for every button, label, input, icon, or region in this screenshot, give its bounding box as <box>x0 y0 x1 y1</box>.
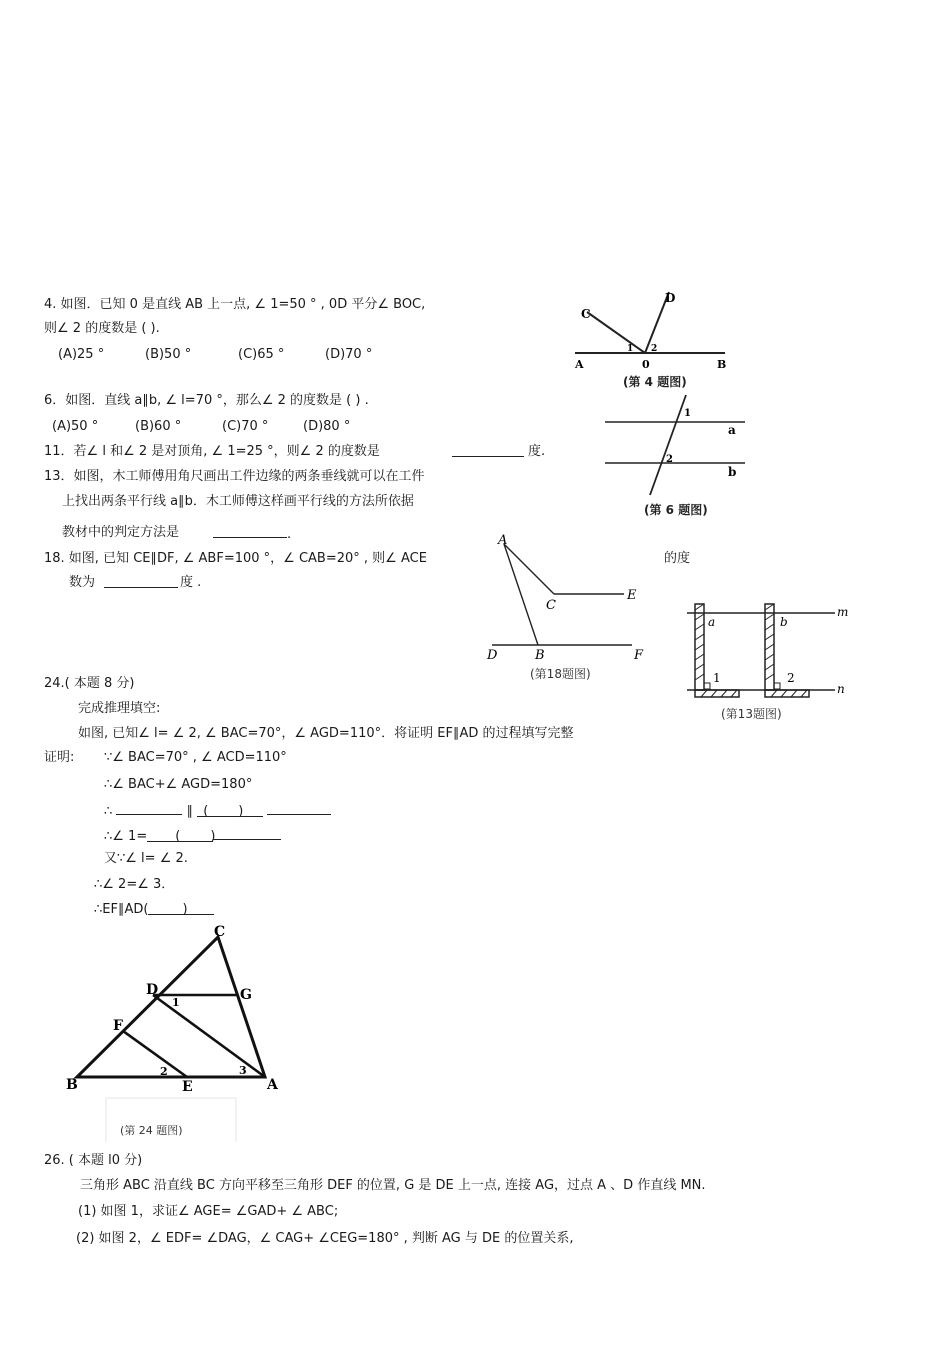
q6-option-c: (C)70 ° <box>222 419 269 434</box>
q24-fig-label-1: 1 <box>172 996 180 1009</box>
q18-fig-label-e: E <box>627 588 637 603</box>
q6-option-a: (A)50 ° <box>52 419 99 434</box>
q26-header: 26. ( 本题 l0 分) <box>44 1153 143 1168</box>
q13-figure <box>685 600 850 725</box>
q6-fig-label-b: b <box>728 465 737 479</box>
q18-fig-label-f: F <box>634 648 644 663</box>
q4-fig-label-2: 2 <box>651 344 658 354</box>
q4-figure <box>565 282 735 392</box>
q24-fig-label-g: G <box>240 987 252 1003</box>
q24-step5: 又∵∠ l= ∠ 2. <box>104 851 188 866</box>
q26-line3: (2) 如图 2，∠ EDF= ∠DAG，∠ CAG+ ∠CEG=180° , 判断 AG 与 DE 的位置关系, <box>76 1231 574 1246</box>
q24-step3-blank-2[interactable]: ( ) <box>197 804 263 817</box>
q24-step4-pre: ∴∠ 1= <box>104 829 148 844</box>
q24-step7-blank[interactable]: ) <box>148 902 214 915</box>
q6-option-b: (B)60 ° <box>135 419 182 434</box>
q24-step4-blank-2[interactable] <box>213 827 281 840</box>
q24-step1: ∵∠ BAC=70° , ∠ ACD=110° <box>104 750 287 765</box>
q18-fig-label-c: C <box>546 598 556 613</box>
q6-line1: 6．如图．直线 a∥b, ∠ l=70 °，那么∠ 2 的度数是 ( ) . <box>44 393 369 408</box>
q24-header: 24.( 本题 8 分) <box>44 676 135 691</box>
q4-fig-label-1: 1 <box>627 344 634 354</box>
q4-fig-caption: (第 4 题图) <box>623 375 687 389</box>
q4-line2: 则∠ 2 的度数是 ( ). <box>44 321 160 336</box>
q24-fig-label-d: D <box>146 982 159 998</box>
q24-step7 <box>94 902 214 918</box>
q24-fig-label-f: F <box>113 1018 123 1034</box>
q4-option-d: (D)70 ° <box>325 347 373 362</box>
q4-option-b: (B)50 ° <box>145 347 192 362</box>
q13-line1: 13．如图，木工师傅用角尺画出工件边缘的两条垂线就可以在工件 <box>44 469 425 484</box>
q18-line1-end: 的度 <box>664 551 691 566</box>
q24-step3 <box>104 802 331 820</box>
q18-line2: 数为 <box>69 575 96 590</box>
q18-answer-blank[interactable] <box>104 575 178 593</box>
q11-text: 11．若∠ l 和∠ 2 是对顶角, ∠ 1=25 °，则∠ 2 的度数是 <box>44 444 380 459</box>
q24-step7-pre: ∴EF∥AD( <box>94 902 149 917</box>
q24-step3-blank-3[interactable] <box>267 802 331 815</box>
q18-fig-label-b: B <box>535 648 545 663</box>
q6-figure <box>600 390 750 520</box>
q13-fig-label-2: 2 <box>787 671 795 685</box>
q24-step3-blank-1[interactable] <box>116 802 182 815</box>
q24-fig-caption: (第 24 题图) <box>120 1124 183 1137</box>
q6-option-d: (D)80 ° <box>303 419 351 434</box>
q24-figure <box>60 920 300 1145</box>
q13-line2: 上找出两条平行线 a∥b．木工师傅这样画平行线的方法所依据 <box>62 494 414 509</box>
q24-step4 <box>104 827 281 845</box>
q4-option-c: (C)65 ° <box>238 347 285 362</box>
q4-fig-label-d: D <box>665 291 676 305</box>
q18-line2-end: 度 . <box>180 575 202 590</box>
q13-fig-label-a: a <box>708 615 716 629</box>
q6-fig-label-2: 2 <box>666 454 673 465</box>
q13-line3: 教材中的判定方法是 <box>62 525 180 540</box>
q24-proof-label: 证明: <box>44 750 75 765</box>
q13-fig-caption: (第13题图) <box>721 707 782 721</box>
q4-fig-label-o: 0 <box>642 358 650 371</box>
q11-answer-blank[interactable] <box>452 444 524 462</box>
q13-fig-label-b: b <box>780 615 788 629</box>
q24-step4-blank-1[interactable]: ( ) <box>147 829 213 842</box>
q24-fig-label-a: A <box>267 1077 278 1093</box>
q18-figure <box>482 528 652 683</box>
q4-fig-label-a: A <box>575 358 584 371</box>
q13-fig-label-1: 1 <box>713 671 721 685</box>
q24-step3-pre: ∴ <box>104 804 113 819</box>
q26-line1: 三角形 ABC 沿直线 BC 方向平移至三角形 DEF 的位置, G 是 DE 上一点, 连接 AG，过点 A 、D 作直线 MN. <box>80 1178 706 1193</box>
q18-fig-label-d: D <box>487 648 498 663</box>
q18-fig-label-a: A <box>498 533 508 548</box>
q18-line1: 18. 如图, 已知 CE∥DF, ∠ ABF=100 °，∠ CAB=20° , 则∠ ACE <box>44 551 427 566</box>
q11-suffix: 度. <box>528 444 546 459</box>
q4-fig-label-c: C <box>581 307 591 321</box>
q6-fig-caption: (第 6 题图) <box>644 503 708 517</box>
q26-line2: (1) 如图 1，求证∠ AGE= ∠GAD+ ∠ ABC; <box>78 1204 339 1219</box>
q24-step6: ∴∠ 2=∠ 3． <box>94 877 175 892</box>
q13-fig-label-n: n <box>837 682 845 696</box>
q24-fig-label-e: E <box>182 1079 193 1095</box>
q4-line1: 4. 如图．已知 0 是直线 AB 上一点, ∠ 1=50 ° , 0D 平分∠ BOC, <box>44 297 426 312</box>
q13-answer-blank[interactable]: . <box>213 525 291 543</box>
q4-option-a: (A)25 ° <box>58 347 105 362</box>
q24-fig-label-2: 2 <box>160 1065 168 1078</box>
q13-fig-label-m: m <box>837 605 849 619</box>
q24-fig-label-b: B <box>66 1077 78 1093</box>
q24-fig-label-3: 3 <box>239 1064 247 1077</box>
q24-intro: 完成推理填空: <box>78 701 161 716</box>
q24-step2: ∴∠ BAC+∠ AGD=180° <box>104 777 253 792</box>
q6-fig-label-a: a <box>728 423 736 437</box>
q18-fig-caption: (第18题图) <box>530 667 591 681</box>
q4-fig-label-b: B <box>717 358 727 371</box>
q24-step3-mid: ∥ <box>186 804 194 819</box>
q24-fig-label-c: C <box>214 924 226 940</box>
q24-given: 如图, 已知∠ l= ∠ 2, ∠ BAC=70°，∠ AGD=110°．将证明 EF∥AD 的过程填写完整 <box>78 726 574 741</box>
q6-fig-label-1: 1 <box>684 408 691 419</box>
